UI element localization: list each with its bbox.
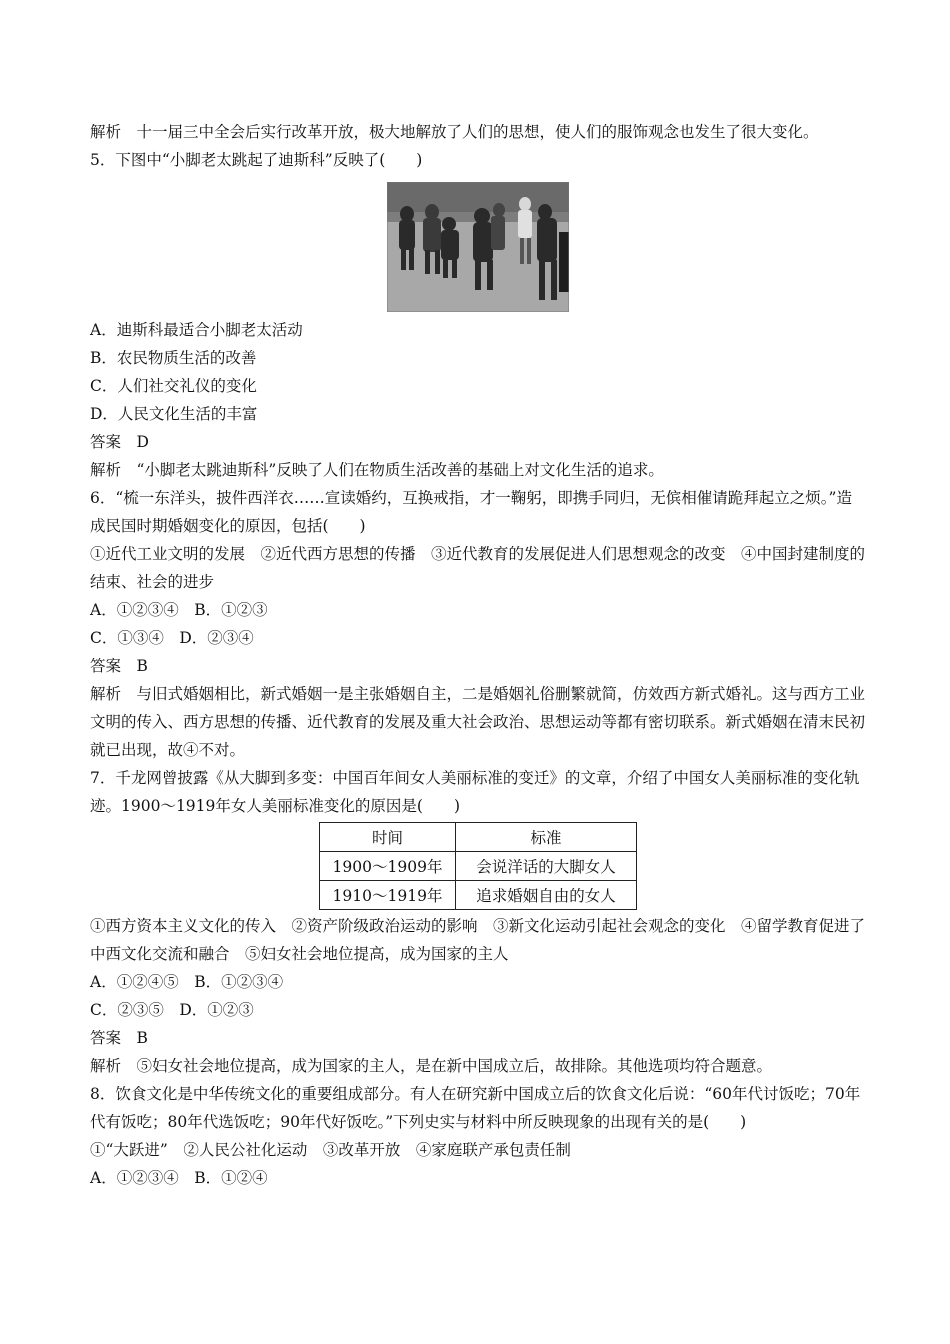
table-header-cell: 标准 — [456, 823, 637, 852]
q5-stem: 5．下图中“小脚老太跳起了迪斯科”反映了( ) — [90, 151, 423, 169]
q5-option-c: C．人们社交礼仪的变化 — [90, 377, 257, 395]
q8-stem: 8．饮食文化是中华传统文化的重要组成部分。有人在研究新中国成立后的饮食文化后说：“60年代讨饭吃；70年代有饭吃；80年代选饭吃；90年代好饭吃。”下列史实与材料中所反映现象的出现有关的是( ) — [90, 1085, 861, 1131]
q5-option-a: A．迪斯科最适合小脚老太活动 — [90, 321, 303, 339]
table-cell: 会说洋话的大脚女人 — [456, 852, 637, 881]
q5-photo-container — [90, 182, 866, 312]
beauty-standard-table — [319, 822, 637, 910]
table-header-row — [320, 823, 637, 852]
q5-answer: 答案 D — [90, 433, 149, 451]
table-cell: 追求婚姻自由的女人 — [456, 881, 637, 910]
q6-analysis: 解析 与旧式婚姻相比，新式婚姻一是主张婚姻自主，二是婚姻礼俗删繁就简，仿效西方新式婚礼。这与西方工业文明的传入、西方思想的传播、近代教育的发展及重大社会政治、思想运动等都有密切联系。新式婚姻在清末民初就已出现，故④不对。 — [90, 685, 866, 759]
q8-options-ab: A．①②③④ B．①②④ — [90, 1169, 268, 1187]
q5-analysis: 解析 “小脚老太跳迪斯科”反映了人们在物质生活改善的基础上对文化生活的追求。 — [90, 461, 664, 479]
q7-options-cd: C．②③⑤ D．①②③ — [90, 1001, 254, 1019]
q6-answer: 答案 B — [90, 657, 148, 675]
disco-dancing-photo — [387, 182, 569, 312]
q6-items: ①近代工业文明的发展 ②近代西方思想的传播 ③近代教育的发展促进人们思想观念的改变 ④中国封建制度的结束、社会的进步 — [90, 545, 866, 591]
q7-analysis: 解析 ⑤妇女社会地位提高，成为国家的主人，是在新中国成立后，故排除。其他选项均符合题意。 — [90, 1057, 773, 1075]
q5-option-d: D．人民文化生活的丰富 — [90, 405, 258, 423]
q5-option-b: B．农民物质生活的改善 — [90, 349, 257, 367]
q8-items: ①“大跃进” ②人民公社化运动 ③改革开放 ④家庭联产承包责任制 — [90, 1141, 571, 1159]
table-header-cell: 时间 — [320, 823, 456, 852]
table-cell: 1900～1909年 — [320, 852, 456, 881]
q7-stem: 7．千龙网曾披露《从大脚到多变：中国百年间女人美丽标准的变迁》的文章，介绍了中国女人美丽标准的变化轨迹。1900～1919年女人美丽标准变化的原因是( ) — [90, 769, 860, 815]
q7-answer: 答案 B — [90, 1029, 148, 1047]
q6-options-ab: A．①②③④ B．①②③ — [90, 601, 268, 619]
q4-analysis: 解析 十一届三中全会后实行改革开放，极大地解放了人们的思想，使人们的服饰观念也发生了很大变化。 — [90, 123, 819, 141]
table-row — [320, 881, 637, 910]
q6-options-cd: C．①③④ D．②③④ — [90, 629, 254, 647]
document-page — [90, 118, 866, 1192]
q7-options-ab: A．①②④⑤ B．①②③④ — [90, 973, 284, 991]
table-cell: 1910～1919年 — [320, 881, 456, 910]
table-row — [320, 852, 637, 881]
q7-items: ①西方资本主义文化的传入 ②资产阶级政治运动的影响 ③新文化运动引起社会观念的变化 ④留学教育促进了中西文化交流和融合 ⑤妇女社会地位提高，成为国家的主人 — [90, 917, 866, 963]
q6-stem: 6．“梳一东洋头，披件西洋衣……宣读婚约，互换戒指，才一鞠躬，即携手同归，无傧相催请跪拜起立之烦。”造成民国时期婚姻变化的原因，包括( ) — [90, 489, 852, 535]
